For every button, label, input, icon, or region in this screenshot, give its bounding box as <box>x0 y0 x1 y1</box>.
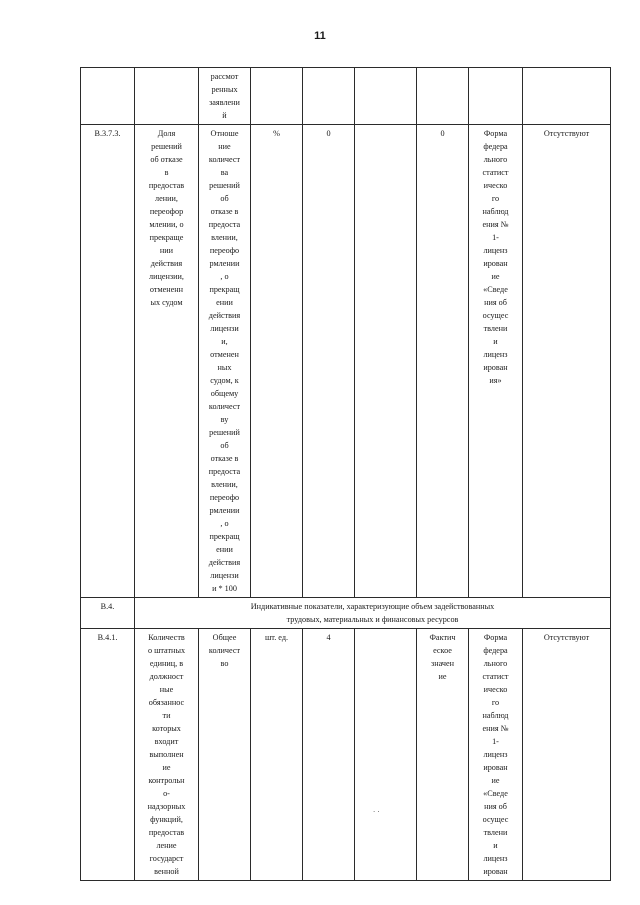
table-row-b41 <box>81 629 611 881</box>
section-heading: Индикативные показатели, характеризующие объем задействованных трудовых, материальных и финансовых ресурсов <box>135 598 611 629</box>
cell-target <box>417 68 469 125</box>
cell-note: Отсутствуют <box>523 629 611 881</box>
cell-unit: шт. ед. <box>251 629 303 881</box>
cell-source <box>469 68 523 125</box>
cell-source: Форма федера льного статист ическо го наблюд ения № 1- лиценз ирован ие «Сведе ния об осущес твлени и лиценз ирован ия» <box>469 125 523 598</box>
cell-base: 4 <box>303 629 355 881</box>
cell-base: 0 <box>303 125 355 598</box>
cell-code: В.4. <box>81 598 135 629</box>
cell-empty <box>355 629 417 881</box>
indicators-table <box>80 67 611 881</box>
table-row-continuation <box>81 68 611 125</box>
cell-base <box>303 68 355 125</box>
cell-formula: Отноше ние количест ва решений об отказе в предоста влении, переофо рмлении , о прекращ ении действия лицензи и, отменен ных судом, к общему количест ву решений об отказе в предоста влении, переофо рмлении , о прекращ ении действия лицензи и * 100 <box>199 125 251 598</box>
cell-name: Количеств о штатных единиц, в должност ные обязаннос ти которых входит выполнен ие контрольн о- надзорных функций, предостав ление государст венной <box>135 629 199 881</box>
table-row-b373 <box>81 125 611 598</box>
cell-empty <box>355 125 417 598</box>
cell-code <box>81 68 135 125</box>
cell-formula: рассмот ренных заявлени й <box>199 68 251 125</box>
cell-name: Доля решений об отказе в предостав лении, переофор млении, о прекраще нии действия лицензии, отмененн ых судом <box>135 125 199 598</box>
cell-source: Форма федера льного статист ическо го наблюд ения № 1- лиценз ирован ие «Сведе ния об осущес твлени и лиценз ирован <box>469 629 523 881</box>
cell-note: Отсутствуют <box>523 125 611 598</box>
cell-formula: Общее количест во <box>199 629 251 881</box>
cell-note <box>523 68 611 125</box>
cell-target: 0 <box>417 125 469 598</box>
cell-code: В.3.7.3. <box>81 125 135 598</box>
cell-actual: Фактич еское значен ие <box>417 629 469 881</box>
cell-empty <box>355 68 417 125</box>
table-row-b4 <box>81 598 611 629</box>
cell-code: В.4.1. <box>81 629 135 881</box>
cell-unit <box>251 68 303 125</box>
page-number: 11 <box>314 30 326 42</box>
scan-speck: · · <box>373 808 380 816</box>
cell-unit: % <box>251 125 303 598</box>
cell-name <box>135 68 199 125</box>
